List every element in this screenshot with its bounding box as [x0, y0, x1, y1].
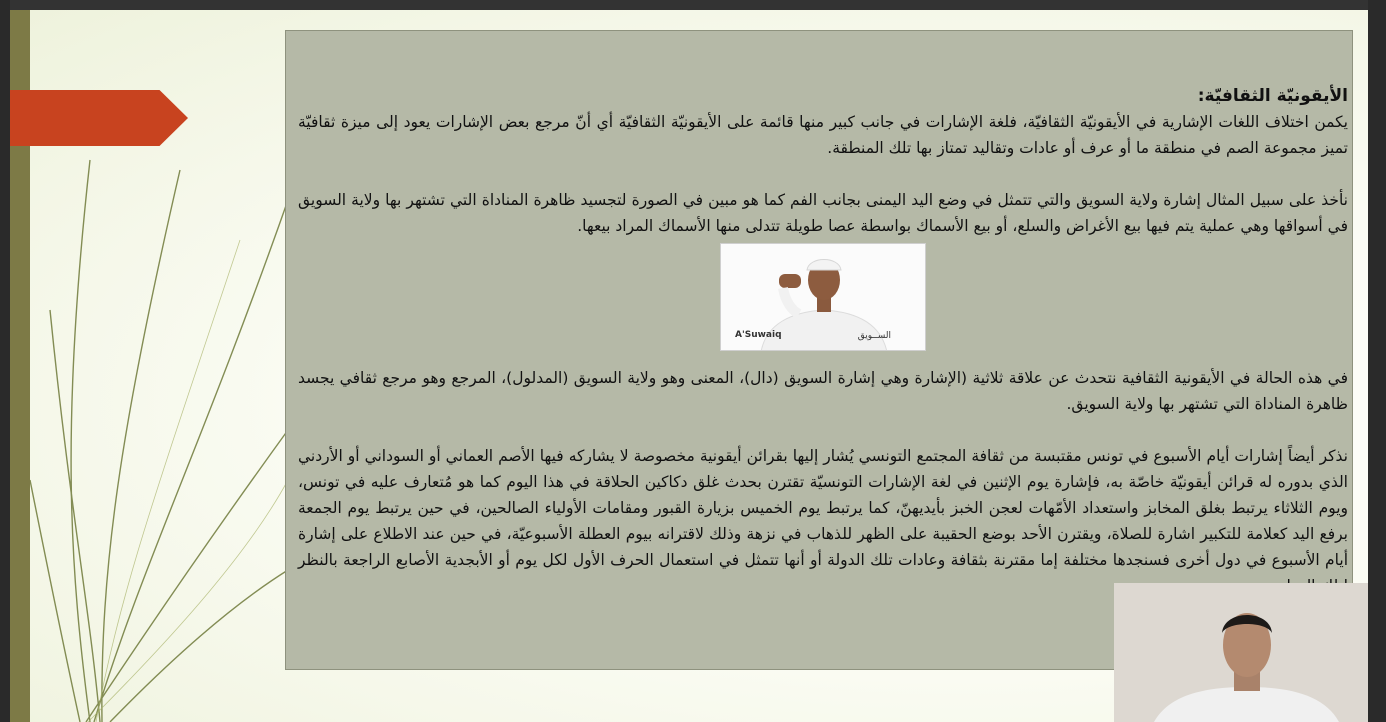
viewer-left-bar: [0, 0, 10, 722]
arrow-banner: [10, 90, 188, 146]
viewer-top-bar: [0, 0, 1386, 10]
paragraph-3: في هذه الحالة في الأيقونية الثقافية نتحدث عن علاقة ثلاثية (الإشارة وهي إشارة السويق (دال)، المعنى وهو ولاية السويق (المدلول)، المرجع وهو مرجع ثقافي يجسد ظاهرة المناداة التي تشتهر بها ولاية السويق.: [298, 369, 1348, 413]
slide-text-area: [298, 83, 1348, 599]
photo-caption-ar: الســويق: [857, 331, 891, 341]
content-box: [285, 30, 1353, 670]
sign-photo: [720, 243, 926, 351]
webcam-video[interactable]: [1114, 583, 1368, 722]
paragraph-2: نأخذ على سبيل المثال إشارة ولاية السويق والتي تتمثل في وضع اليد اليمنى بجانب الفم كما هو مبين في الصورة لتجسيد ظاهرة المناداة التي تشتهر بها ولاية السويق في أسواقها وهي عملية يتم فيها بيع الأغراض والسلع، أو بيع الأسماك بواسطة عصا طويلة تتدلى منها الأسماك المراد بيعها.: [298, 191, 1348, 235]
slide-heading: الأيقونيّة الثقافيّة:: [1197, 86, 1348, 106]
paragraph-1: يكمن اختلاف اللغات الإشارية في الأيقونيّة الثقافيّة، فلغة الإشارات في جانب كبير منها قائمة على الأيقونيّة الثقافيّة أي أنّ مرجع بعض الإشارات يعود إلى ميزة ثقافيّة تميز مجموعة الصم في منطقة ما أو عرف أو عادات وتقاليد تمتاز بها تلك المنطقة.: [298, 113, 1348, 157]
presenter-video-feed: [1114, 583, 1368, 722]
viewer-right-bar: [1368, 0, 1386, 722]
photo-caption-en: A'Suwaiq: [735, 330, 782, 340]
paragraph-4: نذكر أيضاً إشارات أيام الأسبوع في تونس مقتبسة من ثقافة المجتمع التونسي يُشار إليها بقرائن أيقونية مخصوصة لا يشاركه فيها الأصم العماني أو السوداني أو الأردني الذي بدوره له قرائن أيقونيّة خاصّة به، فإشارة يوم الإثنين في لغة الإشارات التونسيّة تقترن بحدث غلق دكاكين الحلاقة في هذا اليوم كما هو مُتعارف عليه في تونس، ويوم الثلاثاء يرتبط بغلق المخابز واستعداد الأمّهات لعجن الخبز بأيديهنّ، كما يرتبط يوم الخميس بزيارة القبور ومقامات الأولياء الصالحين، في حين يرتبط يوم الجمعة برفع اليد كعلامة للتكبير اشارة للصلاة، ويقترن الأحد بوضع الحقيبة على الظهر للذهاب في نزهة وذلك لاقترانه بيوم العطلة الأسبوعيّة، في حين عند الاطلاع على إشارة أيام الأسبوع في دول أخرى فسنجدها مختلفة إما مقترنة بثقافة وعادات تلك الدولة أو أنها تتمثل في استعمال الحرف الأول لكل يوم أو الأبجدية الأصابع الراجعة بالنظر: [298, 447, 1348, 569]
